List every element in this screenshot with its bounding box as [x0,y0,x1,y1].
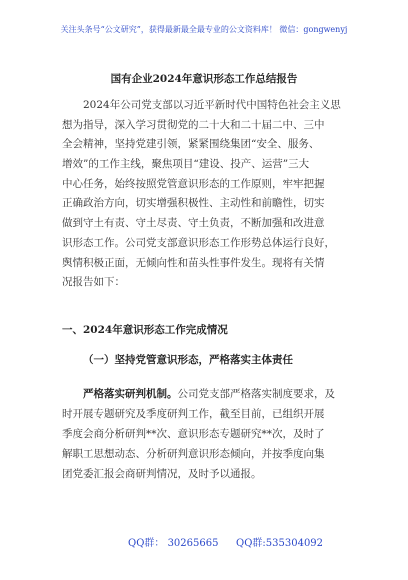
intro-line: 做到守土有责、守土尽责、守土负责，不断加强和改进意 [62,217,325,230]
intro-line: 全会精神，坚持党建引领，紧紧围绕集团“安全、服务、 [62,138,320,151]
document-title: 国有企业2024年意识形态工作总结报告 [110,73,298,85]
subsection-heading: （一）坚持党管意识形态，严格落实主体责任 [83,354,293,366]
intro-line: 增效”的工作主线，聚焦项目“建设、投产、运营”三大 [62,158,310,171]
para-first-line [62,384,362,404]
para-line: 团党委汇报会商研判情况，及时予以通报。 [62,468,262,480]
section-heading: 一、2024年意识形态工作完成情况 [62,324,228,336]
footer-qq-group-left: QQ群： 30265665 [128,538,219,549]
intro-line: 中心任务，始终按照党管意识形态的工作原则，牢牢把握 [62,177,325,190]
paragraph-lead: 严格落实研判机制。 [83,388,178,400]
intro-paragraph [62,96,358,293]
intro-line: 2024年公司党支部以习近平新时代中国特色社会主义思 [83,99,341,111]
intro-line: 想为指导，深入学习贯彻党的二十大和二十届二中、三中 [62,118,325,131]
intro-line: 正确政治方向，切实增强积极性、主动性和前瞻性，切实 [62,197,325,210]
intro-line: 况报告如下： [62,276,125,289]
paragraph-text: 公司党支部严格落实制度要求，及 [177,388,335,400]
intro-line: 识形态工作。公司党支部意识形态工作形势总体运行良好， [62,236,335,249]
para-line: 时开展专题研究及季度研判工作，截至目前，已组织开展 [62,408,325,420]
section-paragraph [62,384,362,484]
footer-qq-group-right: QQ群:535304092 [236,538,324,549]
promo-banner: 关注头条号“公文研究”，获得最新最全最专业的公文资料库！ 微信：gongwenyj [60,25,348,34]
intro-line: 舆情积极正面，无倾向性和苗头性事件发生。现将有关情 [62,256,325,269]
para-line: 解职工思想动态、分析研判意识形态倾向，并按季度向集 [62,448,325,460]
para-line: 季度会商分析研判**次、意识形态专题研究**次，及时了 [62,428,325,440]
